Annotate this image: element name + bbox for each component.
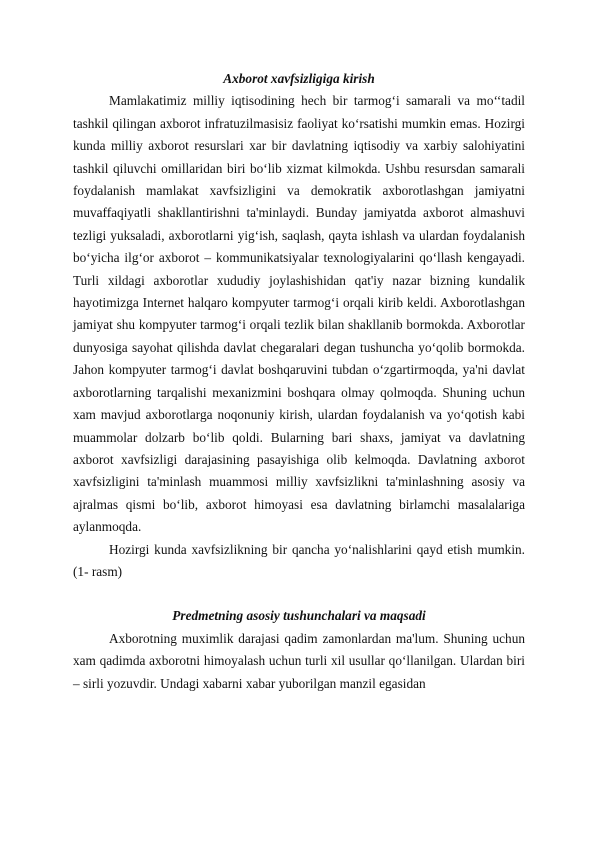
paragraph-subject: Axborotning muximlik darajasi qadim zamonlardan ma'lum. Shuning uchun xam qadimda axborotni himoyalash uchun turli xil usullar qo‘llanilgan. Ulardan biri – sirli yozuvdir. Undagi xabarni xabar yuborilgan manzil egasidan (73, 630, 525, 691)
document-body (73, 68, 525, 695)
paragraph-intro: Mamlakatimiz milliy iqtisodining hech bir tarmog‘i samarali va mo‘‘tadil tashkil qilingan axborot infratuzilmasisiz faoliyat ko‘rsatishi mumkin emas. Hozirgi kunda milliy axborot resurslari xar bir davlatning iqtisodiy va xarbiy salohiyatini tashkil qiluvchi omillaridan biri bo‘lib xizmat kilmokda. Ushbu resursdan samarali foydalanish mamlakat xavfsizligini va demokratik axborotlashgan jamiyatni muvaffaqiyatli shakllantirishni ta'minlaydi. Bunday jamiyatda axborot almashuvi tezligi yuksaladi, axborotlarni yig‘ish, saqlash, qayta ishlash va ulardan foydalanish bo‘yicha ilg‘or axborot – kommunikatsiyalar texnologiyalarini qo‘llash kengayadi. Turli xildagi axborotlar xududiy joylashishidan qat'iy nazar bizning kundalik hayotimizga Internet halqaro kompyuter tarmog‘i orqali kirib keldi. Axborotlashgan jamiyat shu kompyuter tarmog‘i orqali tezlik bilan shakllanib bormokda. Axborotlar dunyosiga sayohat qilishda davlat chegaralari degan tushuncha yo‘qolib bormokda. Jahon kompyuter tarmog‘i davlat boshqaruvini tubdan o‘zgartirmoqda, ya'ni davlat axborotlarning tarqalishi mexanizmini boshqara olmay qolmoqda. Shuning uchun xam mavjud axborotlarga noqonuniy kirish, ulardan foydalanish va yo‘qotish kabi muammolar dolzarb bo‘lib qoldi. Bularning bari shaxs, jamiyat va davlatning axborot xavfsizligi darajasining pasayishiga olib kelmoqda. Davlatning axborot xavfsizligini ta'minlash muammosi milliy xavfsizlikni ta'minlashning asosiy va ajralmas qismi bo‘lib, axborot himoyasi esa davlatning birlamchi masalalariga aylanmoqda. (73, 93, 525, 535)
section-heading-subject: Predmetning asosiy tushunchalari va maqsadi (172, 608, 426, 624)
paragraph-security-directions: Hozirgi kunda xavfsizlikning bir qancha yo‘nalishlarini qayd etish mumkin. (1- rasm) (73, 541, 525, 579)
section-heading-introduction: Axborot xavfsizligiga kirish (223, 71, 375, 86)
